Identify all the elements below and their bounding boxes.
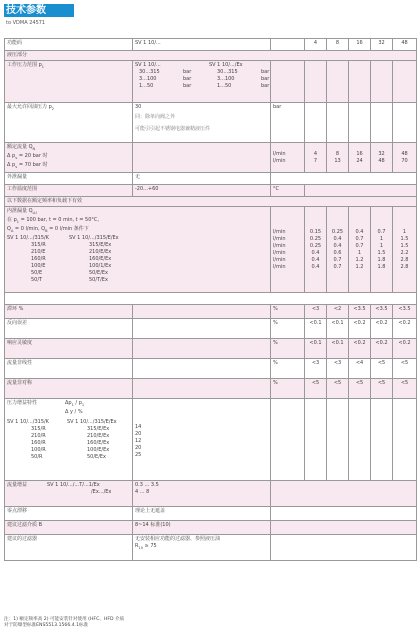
- model-label: 功能码: [5, 39, 133, 51]
- flow-asymmetry-row: 流量非对称 % <5 <5 <5 <5 <5: [5, 379, 417, 399]
- hysteresis-row: 滞环 % % <3 <2 <3.5 <3.5 <3.5: [5, 305, 417, 319]
- filter-spec-row: 建议的过滤器 无安装相应功能的过滤器、参照液压油 $R_{10} \ge 75$: [5, 535, 417, 561]
- spec-sheet: [4, 38, 416, 561]
- page-title: 技术参数: [6, 5, 46, 16]
- spec-table: [4, 38, 417, 561]
- max-pressure-row: [5, 103, 417, 143]
- size-4: 4: [305, 39, 327, 51]
- section-hydraulic: 液压部分: [5, 51, 417, 61]
- size-16: 16: [349, 39, 371, 51]
- temp-range-row: 工作温度范围 -20...+60 °C: [5, 185, 417, 197]
- reverse-error-row: 反向误差 % <0.1 <0.1 <0.2 <0.2 <0.2: [5, 319, 417, 339]
- footnote: 注：1) 额定频率高 2) 可能安装针对使用 (HFC、HFD 介质 对于防爆型标准ENS5513.1566.4.1标准: [4, 617, 125, 628]
- max-pressure-values: 30 同：除单向阀之外 可能引引起不锈钢电器兼精液压件: [133, 103, 271, 143]
- zero-drift-row: 零点漂移 理论上无遮盖: [5, 507, 417, 521]
- spacer-row: [5, 293, 417, 305]
- size-48: 48: [393, 39, 417, 51]
- internal-leak-label: 内泄漏量 $Q_{LU}$ 在 $p_1 = 100$ bar, t = 0 min, t = 50°C, $Q_A = 0$ l/min, $Q_B = 0$ l/min 条件下 SV 1 10/.../315/K SV 1 10/.../315/E/Ex 315/R 315/E/Ex 210/E 210/E/Ex 160/R 160/E/Ex 100/E 100/1/Ex 50/E 50/E/Ex 50/T 50/T/Ex: [5, 207, 271, 293]
- size-32: 32: [371, 39, 393, 51]
- pressure-gain-values: 14 20 12 20 25: [133, 399, 271, 481]
- pressure-range-label: 工作压力范围 $p_1$: [5, 61, 133, 103]
- page-subtitle: to VDMA 24571: [6, 20, 46, 26]
- max-pressure-unit: bar: [271, 103, 305, 143]
- filter-level-row: 建议过滤介质 B 8~14 标准(10): [5, 521, 417, 535]
- flow-gain-row: 流量增益 SV 1 10/.../...T/...1/Ex /Ex.../Ex 0.3 ... 3.5 4 ... 8: [5, 481, 417, 507]
- sensitivity-row: 响应灵敏度 % <0.1 <0.1 <0.2 <0.2 <0.2: [5, 339, 417, 359]
- internal-leak-row: 内泄漏量 $Q_{LU}$ 在 $p_1 = 100$ bar, t = 0 min, t = 50°C, $Q_A = 0$ l/min, $Q_B = 0$ l/min 条件下 SV 1 10/.../315/K SV 1 10/.../315/E/Ex 315/R 315/E/Ex 210/E 210/E/Ex 160/R 160/E/Ex 100/E 100/1/Ex 50/E 50/E/Ex 50/T 50/T/Ex l/min l/min l/min l/min l/min l/min 0.15 0.25 0.25 0.4 0.4 0.4 0.25 0.4 0.4 0.6 0.7 0.7 0.4 0.7 0.7 1 1.2 1.2 0.7 1 1 1.5 1.8 1.8 1 1.5 1.5 2.2 2.8 2.8: [5, 207, 417, 293]
- rated-flow-label: 额定流量 $Q_N$ Δ $p_v = 20$ bar 时 Δ $p_v = 70$ bar 时: [5, 143, 133, 173]
- pressure-range-values: SV 1 10/... SV 1 10/.../Ex 30...315 bar 30...315 bar 3...100 bar 3...100 bar 1...50 bar 1...50 bar: [133, 61, 271, 103]
- pressure-gain-label: 压力增益特性 $\Delta p_1 / p_1$ Δ y / % SV 1 10/.../315/K SV 1 10/.../315/E/Ex 315/R 315/E/Ex 210/R 210/E/Ex 160/R 160/E/Ex 100/R 100/E/Ex 50/R 50/E/Ex: [5, 399, 133, 481]
- leakage-ext-row: 外泄漏量 无: [5, 173, 417, 185]
- size-8: 8: [327, 39, 349, 51]
- pressure-range-row: [5, 61, 417, 103]
- rated-flow-row: 额定流量 $Q_N$ Δ $p_v = 20$ bar 时 Δ $p_v = 70$ bar 时 l/min l/min 4 7 8 13 16 24 32 48 48 70: [5, 143, 417, 173]
- model-row: [5, 39, 417, 51]
- max-pressure-label: 最大允许回油压力 $p_2$: [5, 103, 133, 143]
- flow-nonlinearity-row: 流量非线性 % <3 <3 <4 <5 <5: [5, 359, 417, 379]
- pressure-gain-row: [5, 399, 417, 481]
- flow-gain-label: 流量增益 SV 1 10/.../...T/...1/Ex /Ex.../Ex: [5, 481, 133, 507]
- model-code: SV 1 10/...: [133, 39, 271, 51]
- section-note: 以下数据在额定频率和负载下有效: [5, 197, 417, 207]
